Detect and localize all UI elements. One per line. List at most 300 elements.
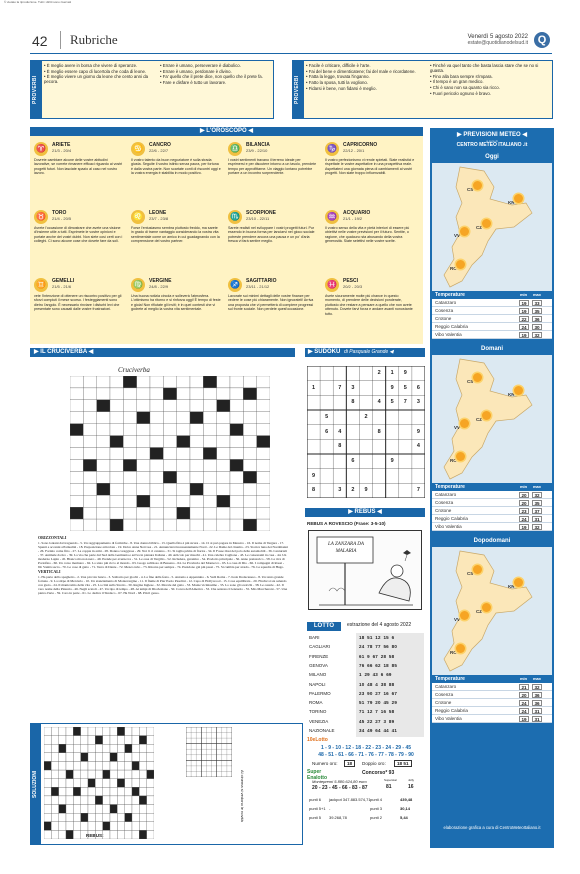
grid-cell[interactable]	[230, 519, 243, 531]
grid-cell[interactable]	[177, 388, 190, 400]
grid-cell[interactable]	[117, 736, 124, 745]
grid-cell[interactable]	[103, 736, 110, 745]
grid-cell[interactable]	[70, 400, 83, 412]
grid-cell[interactable]	[132, 736, 139, 745]
grid-cell[interactable]	[177, 412, 190, 424]
grid-cell[interactable]	[51, 744, 58, 753]
grid-cell[interactable]	[110, 779, 117, 788]
grid-cell[interactable]	[88, 744, 95, 753]
grid-cell[interactable]	[83, 412, 96, 424]
grid-cell[interactable]	[139, 727, 146, 736]
grid-cell[interactable]	[217, 412, 230, 424]
grid-cell[interactable]	[150, 519, 163, 531]
grid-cell[interactable]	[217, 448, 230, 460]
grid-cell[interactable]	[66, 787, 73, 796]
grid-cell[interactable]	[73, 744, 80, 753]
grid-cell[interactable]	[177, 424, 190, 436]
grid-cell[interactable]	[150, 507, 163, 519]
grid-cell[interactable]	[81, 779, 88, 788]
grid-cell[interactable]	[123, 483, 136, 495]
grid-cell[interactable]	[257, 471, 270, 483]
grid-cell[interactable]	[243, 424, 256, 436]
grid-cell[interactable]	[51, 753, 58, 762]
grid-cell[interactable]	[51, 761, 58, 770]
grid-cell[interactable]	[147, 744, 154, 753]
grid-cell[interactable]	[125, 787, 132, 796]
grid-cell[interactable]	[163, 459, 176, 471]
grid-cell[interactable]	[81, 770, 88, 779]
grid-cell[interactable]	[243, 507, 256, 519]
grid-cell[interactable]	[150, 471, 163, 483]
grid-cell[interactable]	[132, 727, 139, 736]
grid-cell[interactable]	[97, 507, 110, 519]
grid-cell[interactable]	[88, 770, 95, 779]
grid-cell[interactable]	[147, 830, 154, 839]
grid-cell[interactable]	[217, 376, 230, 388]
grid-cell[interactable]	[230, 507, 243, 519]
grid-cell[interactable]	[163, 412, 176, 424]
grid-cell[interactable]	[257, 507, 270, 519]
grid-cell[interactable]	[123, 424, 136, 436]
grid-cell[interactable]	[51, 736, 58, 745]
grid-cell[interactable]	[257, 459, 270, 471]
grid-cell[interactable]	[83, 483, 96, 495]
grid-cell[interactable]	[59, 779, 66, 788]
grid-cell[interactable]	[147, 796, 154, 805]
grid-cell[interactable]	[110, 727, 117, 736]
grid-cell[interactable]	[147, 822, 154, 831]
grid-cell[interactable]	[103, 787, 110, 796]
grid-cell[interactable]	[190, 471, 203, 483]
grid-cell[interactable]	[117, 805, 124, 814]
grid-cell[interactable]	[123, 388, 136, 400]
grid-cell[interactable]	[177, 483, 190, 495]
grid-cell[interactable]	[117, 787, 124, 796]
grid-cell[interactable]	[163, 507, 176, 519]
grid-cell[interactable]	[125, 779, 132, 788]
grid-cell[interactable]	[139, 805, 146, 814]
grid-cell[interactable]	[203, 412, 216, 424]
grid-cell[interactable]	[132, 830, 139, 839]
grid-cell[interactable]	[190, 459, 203, 471]
grid-cell[interactable]	[81, 787, 88, 796]
grid-cell[interactable]	[147, 813, 154, 822]
grid-cell[interactable]	[177, 471, 190, 483]
grid-cell[interactable]	[88, 787, 95, 796]
grid-cell[interactable]	[66, 727, 73, 736]
grid-cell[interactable]	[70, 519, 83, 531]
grid-cell[interactable]	[137, 436, 150, 448]
grid-cell[interactable]	[44, 770, 51, 779]
grid-cell[interactable]	[66, 805, 73, 814]
grid-cell[interactable]	[132, 822, 139, 831]
grid-cell[interactable]	[97, 519, 110, 531]
grid-cell[interactable]	[97, 471, 110, 483]
grid-cell[interactable]	[83, 376, 96, 388]
grid-cell[interactable]	[139, 753, 146, 762]
grid-cell[interactable]	[117, 830, 124, 839]
grid-cell[interactable]	[177, 400, 190, 412]
grid-cell[interactable]	[257, 519, 270, 531]
grid-cell[interactable]	[95, 787, 102, 796]
grid-cell[interactable]	[110, 376, 123, 388]
grid-cell[interactable]	[110, 813, 117, 822]
grid-cell[interactable]	[230, 483, 243, 495]
grid-cell[interactable]	[66, 753, 73, 762]
grid-cell[interactable]	[150, 483, 163, 495]
grid-cell[interactable]	[103, 727, 110, 736]
grid-cell[interactable]	[88, 813, 95, 822]
grid-cell[interactable]	[44, 830, 51, 839]
grid-cell[interactable]	[125, 753, 132, 762]
grid-cell[interactable]	[66, 796, 73, 805]
grid-cell[interactable]	[73, 813, 80, 822]
grid-cell[interactable]	[66, 744, 73, 753]
grid-cell[interactable]	[243, 495, 256, 507]
grid-cell[interactable]	[110, 495, 123, 507]
grid-cell[interactable]	[59, 753, 66, 762]
grid-cell[interactable]	[217, 459, 230, 471]
grid-cell[interactable]	[44, 787, 51, 796]
grid-cell[interactable]	[150, 424, 163, 436]
grid-cell[interactable]	[123, 412, 136, 424]
grid-cell[interactable]	[150, 412, 163, 424]
grid-cell[interactable]	[88, 736, 95, 745]
grid-cell[interactable]	[230, 495, 243, 507]
grid-cell[interactable]	[117, 813, 124, 822]
grid-cell[interactable]	[230, 412, 243, 424]
grid-cell[interactable]	[190, 436, 203, 448]
grid-cell[interactable]	[123, 471, 136, 483]
grid-cell[interactable]	[117, 761, 124, 770]
grid-cell[interactable]	[110, 400, 123, 412]
grid-cell[interactable]	[150, 459, 163, 471]
grid-cell[interactable]	[150, 400, 163, 412]
grid-cell[interactable]	[51, 813, 58, 822]
grid-cell[interactable]	[190, 448, 203, 460]
grid-cell[interactable]	[257, 400, 270, 412]
grid-cell[interactable]	[51, 830, 58, 839]
grid-cell[interactable]	[163, 400, 176, 412]
grid-cell[interactable]	[83, 388, 96, 400]
grid-cell[interactable]	[83, 448, 96, 460]
grid-cell[interactable]	[125, 830, 132, 839]
grid-cell[interactable]	[73, 753, 80, 762]
grid-cell[interactable]	[110, 830, 117, 839]
grid-cell[interactable]	[95, 761, 102, 770]
grid-cell[interactable]	[163, 376, 176, 388]
grid-cell[interactable]	[103, 813, 110, 822]
grid-cell[interactable]	[203, 424, 216, 436]
grid-cell[interactable]	[147, 805, 154, 814]
grid-cell[interactable]	[95, 753, 102, 762]
grid-cell[interactable]	[147, 761, 154, 770]
grid-cell[interactable]	[70, 412, 83, 424]
grid-cell[interactable]	[88, 822, 95, 831]
grid-cell[interactable]	[97, 436, 110, 448]
grid-cell[interactable]	[81, 736, 88, 745]
grid-cell[interactable]	[97, 424, 110, 436]
grid-cell[interactable]	[132, 753, 139, 762]
grid-cell[interactable]	[59, 761, 66, 770]
grid-cell[interactable]	[83, 436, 96, 448]
grid-cell[interactable]	[83, 519, 96, 531]
grid-cell[interactable]	[66, 813, 73, 822]
grid-cell[interactable]	[117, 770, 124, 779]
grid-cell[interactable]	[70, 388, 83, 400]
grid-cell[interactable]	[123, 519, 136, 531]
grid-cell[interactable]	[203, 388, 216, 400]
grid-cell[interactable]	[147, 779, 154, 788]
grid-cell[interactable]	[110, 459, 123, 471]
grid-cell[interactable]	[88, 805, 95, 814]
grid-cell[interactable]	[103, 744, 110, 753]
grid-cell[interactable]	[150, 376, 163, 388]
grid-cell[interactable]	[88, 761, 95, 770]
grid-cell[interactable]	[243, 412, 256, 424]
grid-cell[interactable]	[97, 376, 110, 388]
grid-cell[interactable]	[110, 448, 123, 460]
grid-cell[interactable]	[66, 761, 73, 770]
grid-cell[interactable]	[257, 412, 270, 424]
grid-cell[interactable]	[137, 448, 150, 460]
grid-cell[interactable]	[257, 424, 270, 436]
grid-cell[interactable]	[243, 400, 256, 412]
grid-cell[interactable]	[132, 805, 139, 814]
grid-cell[interactable]	[217, 388, 230, 400]
grid-cell[interactable]	[117, 753, 124, 762]
grid-cell[interactable]	[243, 483, 256, 495]
grid-cell[interactable]	[163, 519, 176, 531]
grid-cell[interactable]	[81, 744, 88, 753]
grid-cell[interactable]	[125, 822, 132, 831]
grid-cell[interactable]	[44, 796, 51, 805]
grid-cell[interactable]	[163, 483, 176, 495]
grid-cell[interactable]	[73, 736, 80, 745]
grid-cell[interactable]	[147, 787, 154, 796]
grid-cell[interactable]	[190, 376, 203, 388]
grid-cell[interactable]	[95, 779, 102, 788]
grid-cell[interactable]	[230, 388, 243, 400]
grid-cell[interactable]	[177, 519, 190, 531]
grid-cell[interactable]	[97, 388, 110, 400]
grid-cell[interactable]	[51, 822, 58, 831]
grid-cell[interactable]	[123, 400, 136, 412]
grid-cell[interactable]	[125, 727, 132, 736]
grid-cell[interactable]	[59, 736, 66, 745]
grid-cell[interactable]	[243, 376, 256, 388]
grid-cell[interactable]	[243, 436, 256, 448]
grid-cell[interactable]	[125, 805, 132, 814]
grid-cell[interactable]	[110, 787, 117, 796]
grid-cell[interactable]	[59, 770, 66, 779]
grid-cell[interactable]	[70, 436, 83, 448]
grid-cell[interactable]	[44, 779, 51, 788]
grid-cell[interactable]	[97, 448, 110, 460]
grid-cell[interactable]	[70, 448, 83, 460]
grid-cell[interactable]	[51, 727, 58, 736]
grid-cell[interactable]	[123, 507, 136, 519]
grid-cell[interactable]	[150, 388, 163, 400]
grid-cell[interactable]	[139, 787, 146, 796]
grid-cell[interactable]	[190, 507, 203, 519]
grid-cell[interactable]	[257, 495, 270, 507]
grid-cell[interactable]	[139, 813, 146, 822]
grid-cell[interactable]	[110, 744, 117, 753]
grid-cell[interactable]	[66, 822, 73, 831]
grid-cell[interactable]	[217, 507, 230, 519]
grid-cell[interactable]	[203, 459, 216, 471]
grid-cell[interactable]	[70, 376, 83, 388]
grid-cell[interactable]	[217, 424, 230, 436]
grid-cell[interactable]	[59, 796, 66, 805]
grid-cell[interactable]	[83, 424, 96, 436]
grid-cell[interactable]	[203, 495, 216, 507]
grid-cell[interactable]	[137, 388, 150, 400]
grid-cell[interactable]	[230, 400, 243, 412]
grid-cell[interactable]	[103, 753, 110, 762]
grid-cell[interactable]	[81, 822, 88, 831]
grid-cell[interactable]	[163, 436, 176, 448]
grid-cell[interactable]	[95, 770, 102, 779]
grid-cell[interactable]	[137, 459, 150, 471]
grid-cell[interactable]	[190, 519, 203, 531]
grid-cell[interactable]	[51, 770, 58, 779]
grid-cell[interactable]	[73, 779, 80, 788]
grid-cell[interactable]	[190, 424, 203, 436]
grid-cell[interactable]	[125, 796, 132, 805]
grid-cell[interactable]	[257, 483, 270, 495]
grid-cell[interactable]	[88, 753, 95, 762]
grid-cell[interactable]	[147, 727, 154, 736]
grid-cell[interactable]	[257, 376, 270, 388]
grid-cell[interactable]	[95, 744, 102, 753]
contact-email[interactable]: estate@quotidianodelsud.it	[467, 40, 528, 46]
grid-cell[interactable]	[110, 424, 123, 436]
grid-cell[interactable]	[117, 744, 124, 753]
grid-cell[interactable]	[83, 495, 96, 507]
grid-cell[interactable]	[73, 761, 80, 770]
grid-cell[interactable]	[203, 436, 216, 448]
grid-cell[interactable]	[97, 495, 110, 507]
grid-cell[interactable]	[110, 412, 123, 424]
grid-cell[interactable]	[110, 770, 117, 779]
grid-cell[interactable]	[147, 736, 154, 745]
grid-cell[interactable]	[44, 813, 51, 822]
grid-cell[interactable]	[132, 779, 139, 788]
grid-cell[interactable]	[132, 770, 139, 779]
grid-cell[interactable]	[147, 753, 154, 762]
grid-cell[interactable]	[44, 753, 51, 762]
grid-cell[interactable]	[125, 761, 132, 770]
grid-cell[interactable]	[203, 400, 216, 412]
grid-cell[interactable]	[139, 761, 146, 770]
grid-cell[interactable]	[66, 779, 73, 788]
grid-cell[interactable]	[59, 822, 66, 831]
grid-cell[interactable]	[110, 388, 123, 400]
grid-cell[interactable]	[81, 761, 88, 770]
grid-cell[interactable]	[81, 805, 88, 814]
grid-cell[interactable]	[137, 519, 150, 531]
grid-cell[interactable]	[203, 507, 216, 519]
grid-cell[interactable]	[110, 736, 117, 745]
grid-cell[interactable]	[230, 376, 243, 388]
grid-cell[interactable]	[217, 436, 230, 448]
grid-cell[interactable]	[190, 400, 203, 412]
grid-cell[interactable]	[230, 448, 243, 460]
grid-cell[interactable]	[132, 796, 139, 805]
grid-cell[interactable]	[110, 507, 123, 519]
grid-cell[interactable]	[103, 779, 110, 788]
grid-cell[interactable]	[59, 830, 66, 839]
grid-cell[interactable]	[95, 813, 102, 822]
grid-cell[interactable]	[59, 787, 66, 796]
grid-cell[interactable]	[123, 495, 136, 507]
grid-cell[interactable]	[83, 400, 96, 412]
grid-cell[interactable]	[137, 483, 150, 495]
grid-cell[interactable]	[110, 483, 123, 495]
grid-cell[interactable]	[217, 483, 230, 495]
grid-cell[interactable]	[44, 727, 51, 736]
grid-cell[interactable]	[95, 822, 102, 831]
grid-cell[interactable]	[230, 471, 243, 483]
grid-cell[interactable]	[190, 495, 203, 507]
grid-cell[interactable]	[150, 495, 163, 507]
grid-cell[interactable]	[70, 471, 83, 483]
grid-cell[interactable]	[73, 770, 80, 779]
grid-cell[interactable]	[83, 507, 96, 519]
grid-cell[interactable]	[103, 805, 110, 814]
grid-cell[interactable]	[137, 471, 150, 483]
grid-cell[interactable]	[44, 736, 51, 745]
grid-cell[interactable]	[137, 507, 150, 519]
grid-cell[interactable]	[70, 495, 83, 507]
grid-cell[interactable]	[139, 770, 146, 779]
grid-cell[interactable]	[51, 796, 58, 805]
grid-cell[interactable]	[117, 822, 124, 831]
grid-cell[interactable]	[73, 805, 80, 814]
grid-cell[interactable]	[177, 459, 190, 471]
grid-cell[interactable]	[163, 448, 176, 460]
grid-cell[interactable]	[51, 805, 58, 814]
grid-cell[interactable]	[81, 796, 88, 805]
grid-cell[interactable]	[139, 779, 146, 788]
grid-cell[interactable]	[123, 436, 136, 448]
grid-cell[interactable]	[70, 483, 83, 495]
grid-cell[interactable]	[73, 796, 80, 805]
grid-cell[interactable]	[83, 471, 96, 483]
grid-cell[interactable]	[95, 727, 102, 736]
grid-cell[interactable]	[44, 744, 51, 753]
grid-cell[interactable]	[257, 388, 270, 400]
grid-cell[interactable]	[163, 495, 176, 507]
grid-cell[interactable]	[97, 412, 110, 424]
grid-cell[interactable]	[137, 376, 150, 388]
grid-cell[interactable]	[177, 495, 190, 507]
grid-cell[interactable]	[73, 822, 80, 831]
grid-cell[interactable]	[110, 796, 117, 805]
grid-cell[interactable]	[203, 483, 216, 495]
grid-cell[interactable]	[137, 424, 150, 436]
grid-cell[interactable]	[88, 796, 95, 805]
grid-cell[interactable]	[117, 796, 124, 805]
grid-cell[interactable]	[44, 805, 51, 814]
grid-cell[interactable]	[97, 459, 110, 471]
grid-cell[interactable]	[73, 830, 80, 839]
grid-cell[interactable]	[163, 424, 176, 436]
grid-cell[interactable]	[230, 436, 243, 448]
grid-cell[interactable]	[125, 736, 132, 745]
